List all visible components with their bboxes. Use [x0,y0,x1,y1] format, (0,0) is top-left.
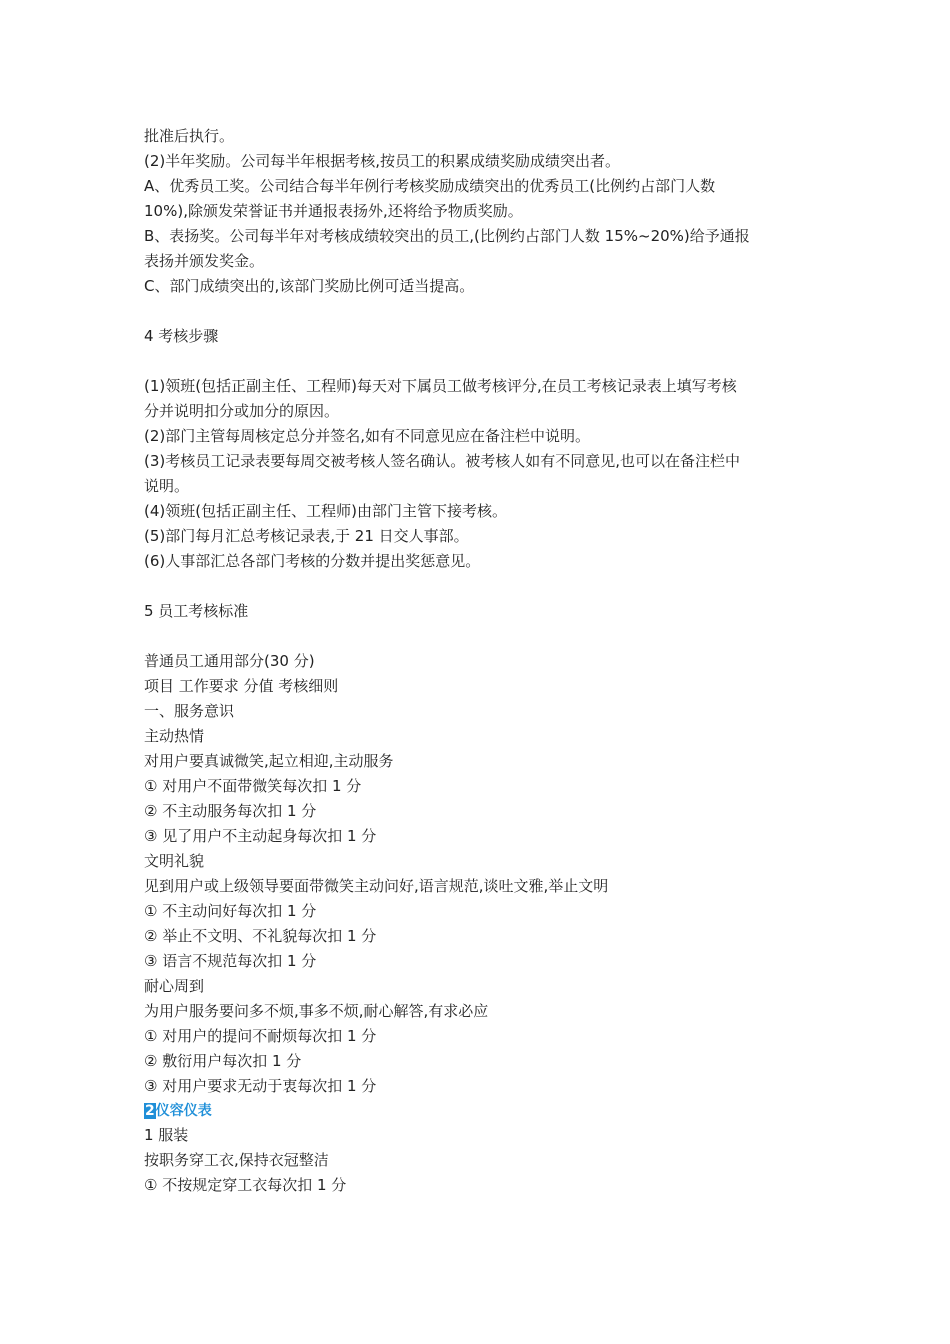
section-appearance [144,1123,824,1198]
paragraph-line: ① 不按规定穿工衣每次扣 1 分 [144,1176,347,1194]
paragraph-line: (5)部门每月汇总考核记录表,于 21 日交人事部。 [144,527,469,545]
paragraph-line: 见到用户或上级领导要面带微笑主动问好,语言规范,谈吐文雅,举止文明 [144,877,609,895]
paragraph-line: 一、服务意识 [144,702,235,720]
spacer [144,349,824,374]
paragraph-line: 主动热情 [144,727,205,745]
paragraph-line: 对用户要真诚微笑,起立相迎,主动服务 [144,752,394,770]
paragraph-line: 为用户服务要问多不烦,事多不烦,耐心解答,有求必应 [144,1002,489,1020]
paragraph-line: A、优秀员工奖。公司结合每半年例行考核奖励成绩突出的优秀员工(比例约占部门人数 [144,177,716,195]
paragraph-line: ② 不主动服务每次扣 1 分 [144,802,317,820]
paragraph-line: 1 服装 [144,1126,189,1144]
paragraph-line: 按职务穿工衣,保持衣冠整洁 [144,1151,329,1169]
paragraph-line: C、部门成绩突出的,该部门奖励比例可适当提高。 [144,277,475,295]
paragraph-line: ① 对用户不面带微笑每次扣 1 分 [144,777,362,795]
paragraph-line: 批准后执行。 [144,127,235,145]
paragraph-line: ① 不主动问好每次扣 1 分 [144,902,317,920]
paragraph-line: (6)人事部汇总各部门考核的分数并提出奖惩意见。 [144,552,481,570]
paragraph-line: ③ 对用户要求无动于衷每次扣 1 分 [144,1077,377,1095]
paragraph-line: ② 举止不文明、不礼貌每次扣 1 分 [144,927,377,945]
section-heading-steps: 4 考核步骤 [144,327,219,345]
paragraph-line: 项目 工作要求 分值 考核细则 [144,677,339,695]
spacer [144,299,824,324]
paragraph-line: 分并说明扣分或加分的原因。 [144,402,340,420]
paragraph-line: B、表扬奖。公司每半年对考核成绩较突出的员工,(比例约占部门人数 15%~20%)给予通报 [144,227,750,245]
paragraph-line: (2)部门主管每周核定总分并签名,如有不同意见应在备注栏中说明。 [144,427,591,445]
paragraph-line: (4)领班(包括正副主任、工程师)由部门主管下接考核。 [144,502,507,520]
document-page [144,124,824,1198]
paragraph-line: ② 敷衍用户每次扣 1 分 [144,1052,302,1070]
section-standards [144,649,824,1099]
section-steps [144,374,824,574]
paragraph-line: 说明。 [144,477,190,495]
subheading-number: 2 [145,1103,155,1119]
subheading-appearance [144,1099,824,1123]
paragraph-line: 表扬并颁发奖金。 [144,252,265,270]
spacer [144,574,824,599]
paragraph-line: ① 对用户的提问不耐烦每次扣 1 分 [144,1027,377,1045]
paragraph-line: (2)半年奖励。公司每半年根据考核,按员工的积累成绩奖励成绩突出者。 [144,152,621,170]
paragraph-line: 10%),除颁发荣誉证书并通报表扬外,还将给予物质奖励。 [144,202,523,220]
section-heading-standards: 5 员工考核标准 [144,602,249,620]
paragraph-line: ③ 语言不规范每次扣 1 分 [144,952,317,970]
paragraph-line: 普通员工通用部分(30 分) [144,652,315,670]
spacer [144,624,824,649]
paragraph-line: ③ 见了用户不主动起身每次扣 1 分 [144,827,377,845]
paragraph-line: 耐心周到 [144,977,205,995]
subheading-text: 仪容仪表 [155,1103,212,1119]
paragraph-line: (1)领班(包括正副主任、工程师)每天对下属员工做考核评分,在员工考核记录表上填写考核 [144,377,737,395]
paragraph-line: 文明礼貌 [144,852,205,870]
paragraph-line: (3)考核员工记录表要每周交被考核人签名确认。被考核人如有不同意见,也可以在备注栏中 [144,452,741,470]
section-rewards [144,124,824,299]
